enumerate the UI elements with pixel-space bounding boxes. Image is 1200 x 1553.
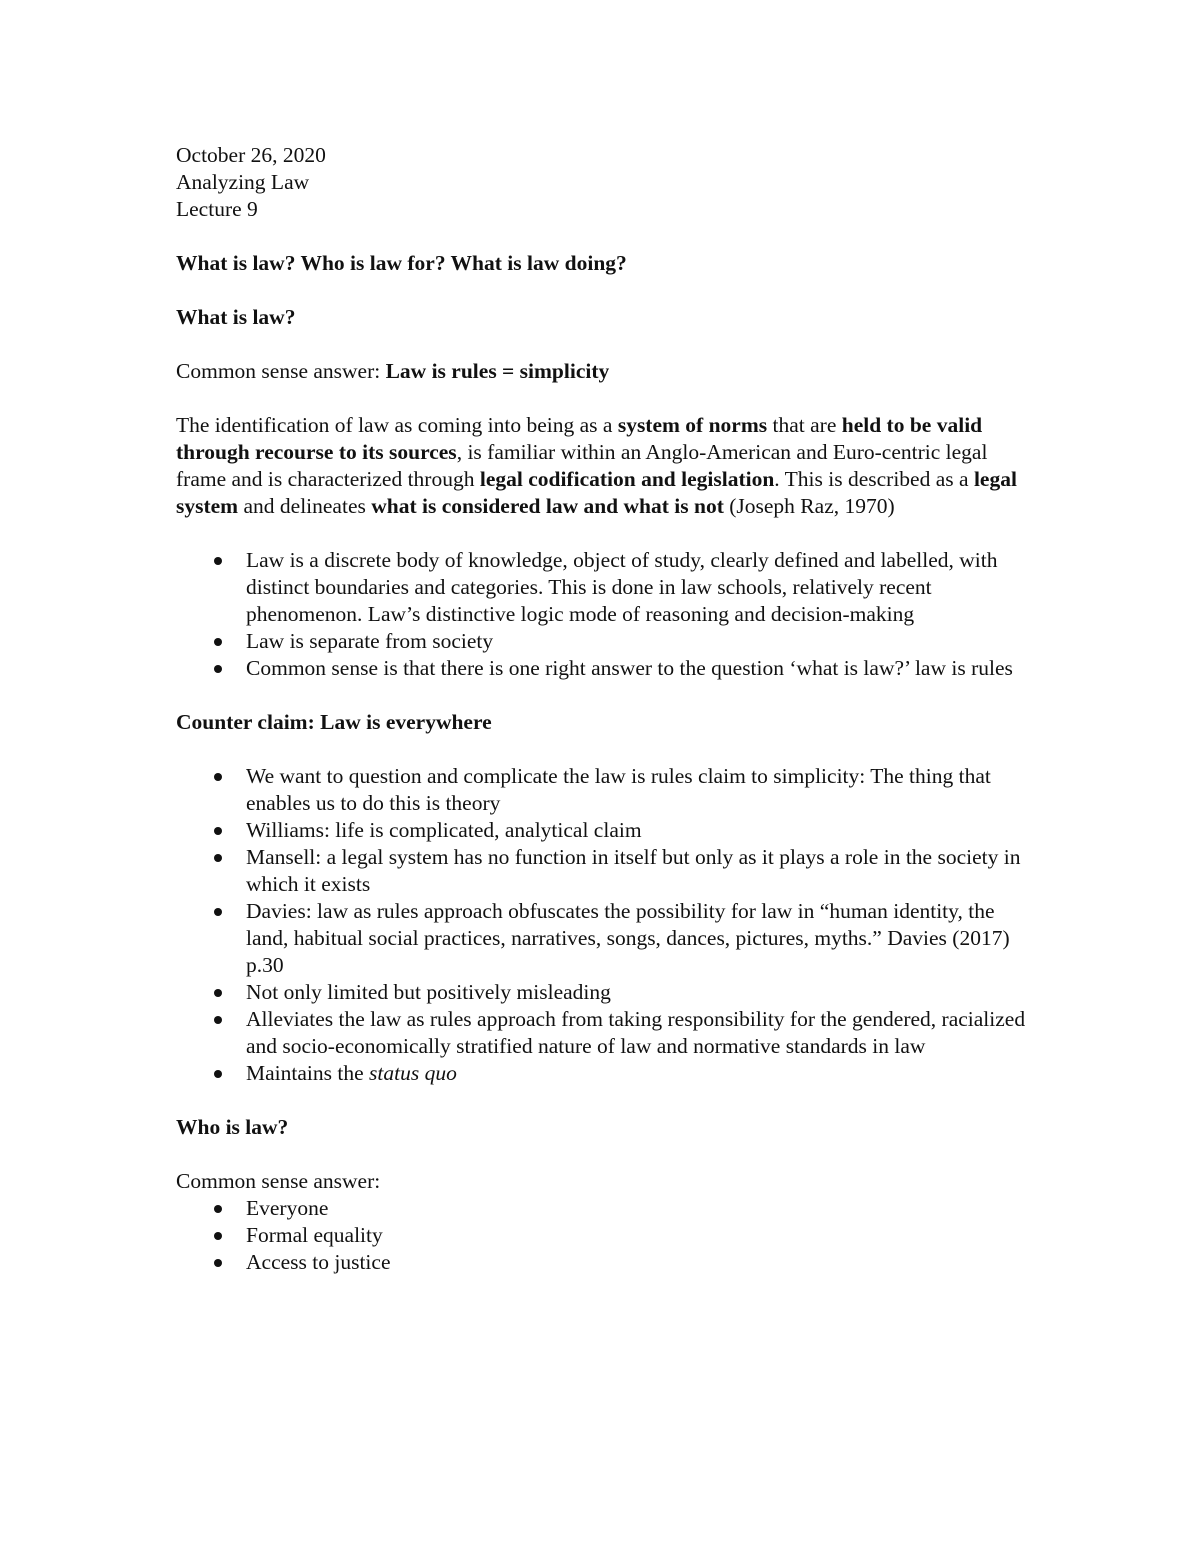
common-sense-label: Common sense answer:: [176, 359, 386, 383]
list-item: Davies: law as rules approach obfuscates the possibility for law in “human identity, the land, habitual social practices, narratives, songs, dances, pictures, myths.” Davies (2017) p.30: [176, 898, 1036, 979]
paragraph-text: and delineates: [238, 494, 372, 518]
definition-paragraph: [176, 412, 1036, 520]
heading-text: Who is law?: [176, 1115, 289, 1139]
bold-term: held to be valid through recourse to its sources: [176, 413, 983, 464]
section-heading-what-is-law: [176, 304, 1036, 331]
section-heading-who-is-law: [176, 1114, 1036, 1141]
list-item: [176, 1060, 1036, 1087]
list-item: Mansell: a legal system has no function in itself but only as it plays a role in the society in which it exists: [176, 844, 1036, 898]
heading-text: Counter claim: Law is everywhere: [176, 710, 492, 734]
list-item: Alleviates the law as rules approach from taking responsibility for the gendered, racialized and socio-economically stratified nature of law and normative standards in law: [176, 1006, 1036, 1060]
bold-term: system of norms: [617, 413, 768, 437]
paragraph-text: , is familiar within an Anglo-American and Euro-centric legal frame and is characterized through: [176, 440, 988, 491]
list-item: Access to justice: [176, 1249, 1036, 1276]
counter-claim-list: [176, 763, 1036, 1087]
section-heading-counter-claim: [176, 709, 1036, 736]
list-item: We want to question and complicate the law is rules claim to simplicity: The thing that enables us to do this is theory: [176, 763, 1036, 817]
bold-term: what is considered law and what is not: [371, 494, 724, 518]
list-item: Law is separate from society: [176, 628, 1036, 655]
bold-term: legal codification and legislation: [479, 467, 775, 491]
list-item: Common sense is that there is one right answer to the question ‘what is law?’ law is rules: [176, 655, 1036, 682]
list-item: Law is a discrete body of knowledge, object of study, clearly defined and labelled, with distinct boundaries and categories. This is done in law schools, relatively recent phenomenon. Law’s distinctive logic mode of reasoning and decision-making: [176, 547, 1036, 628]
main-question-text: What is law? Who is law for? What is law doing?: [176, 251, 627, 275]
paragraph-text: that are: [767, 413, 842, 437]
course-title: Analyzing Law: [176, 170, 310, 194]
paragraph-text: (Joseph Raz, 1970): [723, 494, 895, 518]
bold-term: legal system: [176, 467, 1017, 518]
list-item: Not only limited but positively misleading: [176, 979, 1036, 1006]
common-sense-line: Common sense answer:: [176, 1169, 381, 1193]
list-item: Everyone: [176, 1195, 1036, 1222]
paragraph-text: . This is described as a: [774, 467, 974, 491]
list-item: Williams: life is complicated, analytical claim: [176, 817, 1036, 844]
common-sense-line: [176, 358, 1036, 385]
lecture-number: Lecture 9: [176, 197, 258, 221]
italic-term: status quo: [369, 1061, 457, 1085]
date-line: October 26, 2020: [176, 143, 326, 167]
list-item-text: Maintains the: [246, 1061, 370, 1085]
who-is-law-list: [176, 1195, 1036, 1276]
common-sense-answer: Law is rules = simplicity: [385, 359, 610, 383]
paragraph-text: The identification of law as coming into being as a: [176, 413, 618, 437]
what-is-law-list: [176, 547, 1036, 682]
document-page: [176, 142, 1036, 1276]
list-item: Formal equality: [176, 1222, 1036, 1249]
heading-text: What is law?: [176, 305, 296, 329]
main-question: [176, 250, 1036, 277]
